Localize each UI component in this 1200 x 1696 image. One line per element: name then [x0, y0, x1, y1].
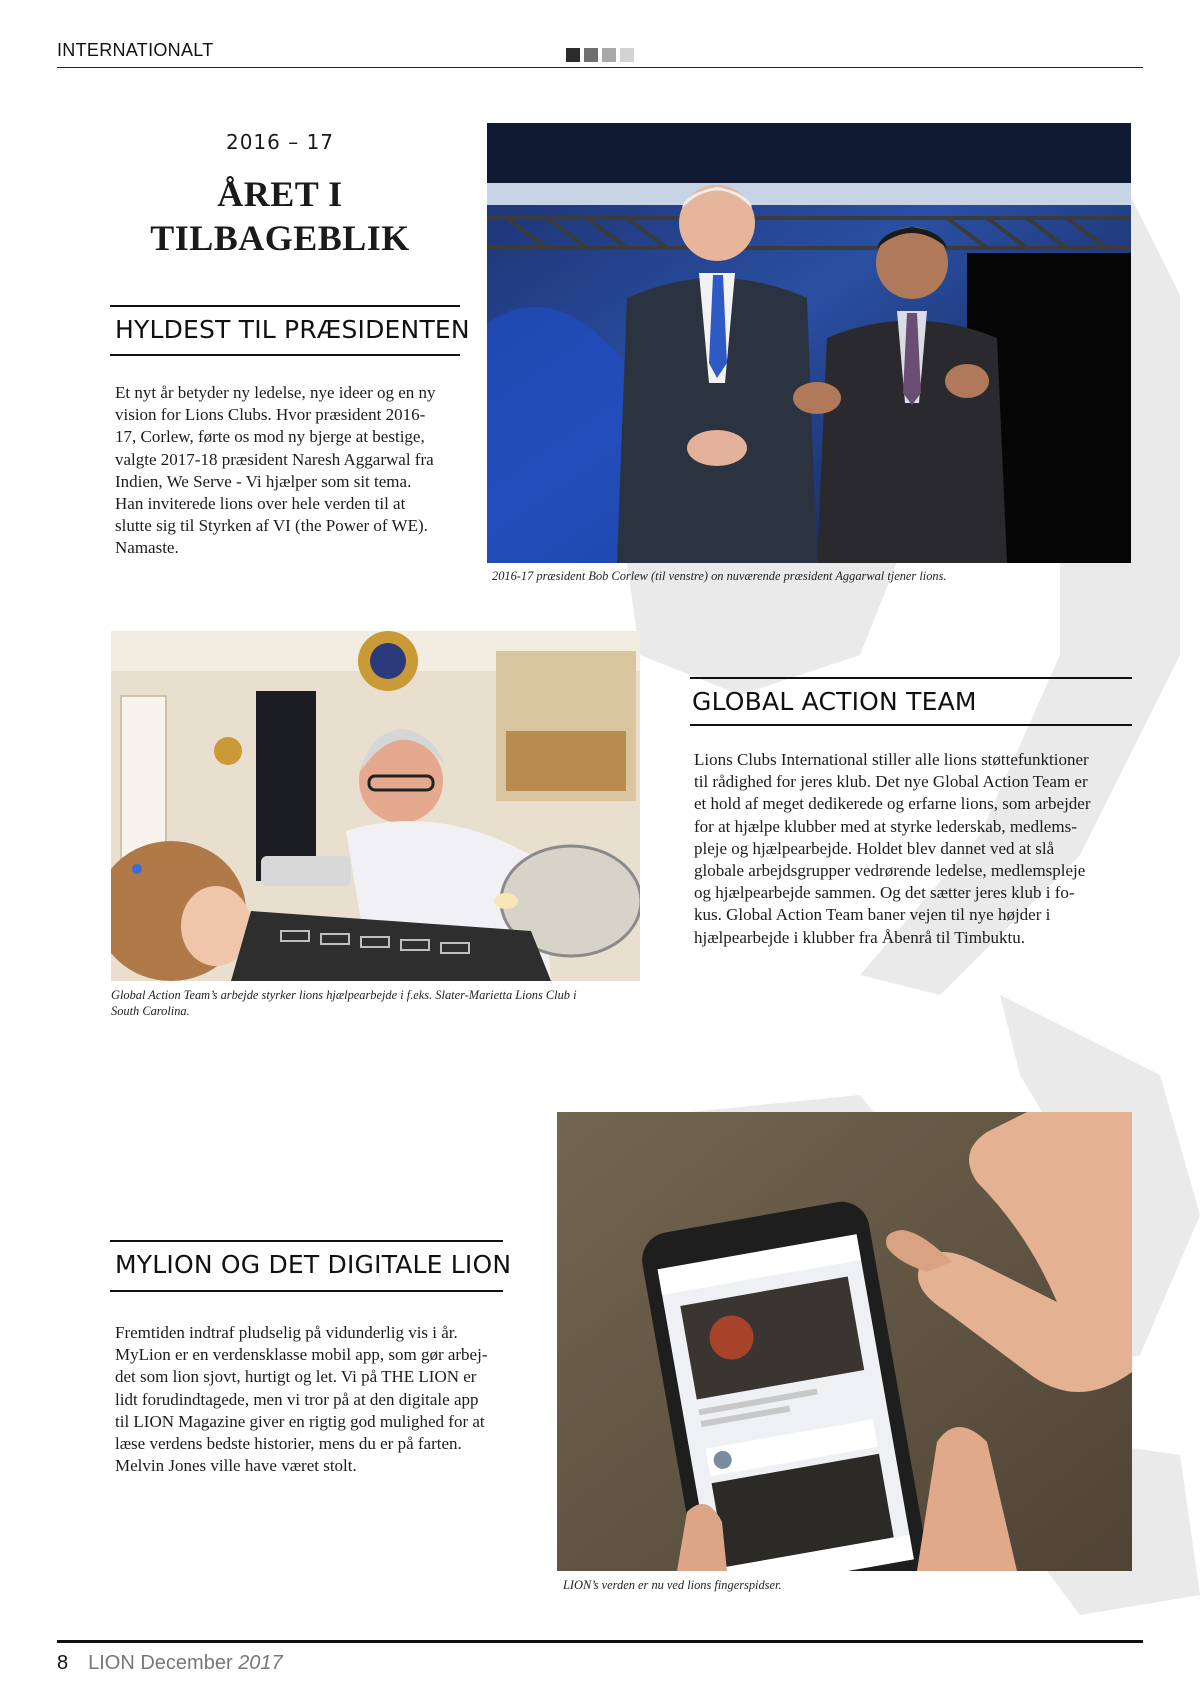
header-square-1 [566, 48, 580, 62]
mylion-heading: MYLION OG DET DIGITALE LION [115, 1250, 512, 1279]
president-heading-rule-top [110, 305, 460, 307]
president-heading: HYLDEST TIL PRÆSIDENTEN [115, 315, 470, 344]
president-heading-rule-bottom [110, 354, 460, 356]
presidents-photo-caption: 2016-17 præsident Bob Corlew (til venstre) on nuværende præsident Aggarwal tjener lions. [492, 569, 947, 583]
presidents-on-stage-photo [487, 123, 1131, 563]
header-square-2 [584, 48, 598, 62]
magazine-issue: LION December [88, 1652, 233, 1674]
global-action-heading-rule-top [690, 677, 1132, 679]
eye-exam-photo-caption: Global Action Team’s arbejde styrker lions hjælpearbejde i f.eks. Slater-Marietta Lions Club i South Carolina. [111, 988, 577, 1018]
president-body-text: Et nyt år betyder ny ledelse, nye ideer og en ny vision for Lions Clubs. Hvor præsident 2016- 17, Corlew, førte os mod ny bjerge at bestige, valgte 2017-18 præsident Naresh Aggarwal fra Indien, We Serve - Vi hjælper som sit tema. Han inviterede lions over hele verden til at slutte sig til Styrken af VI (the Power of WE). Namaste. [115, 383, 436, 558]
mylion-photo-caption: LION’s verden er nu ved lions fingerspidser. [563, 1578, 782, 1592]
mylion-body-text: Fremtiden indtraf pludselig på vidunderlig vis i år. MyLion er en verdensklasse mobil app, som gør arbej- det som lion sjovt, hurtigt og let. Vi på THE LION er lidt forudindtagede, men vi tror på at den digitale app til LION Magazine giver en rigtig god mulighed for at læse verdens bedste historier, mens du er på farten. Melvin Jones ville have været stolt. [115, 1323, 488, 1476]
magazine-year: 2017 [238, 1652, 283, 1674]
mylion-phone-photo [557, 1112, 1132, 1571]
section-label: INTERNATIONALT [57, 40, 214, 60]
header-rule [57, 67, 1143, 68]
global-action-heading-rule-bottom [690, 724, 1132, 726]
page-title-line-1: ÅRET I [217, 174, 343, 214]
global-action-body-text: Lions Clubs International stiller alle lions støttefunktioner til rådighed for jeres klub. Det nye Global Action Team er et hold af meget dedikerede og erfarne lions, som arbejder for at hjælpe klubber med at styrke lederskab, medlems- pleje og hjælpearbejde. Holdet blev dannet ved at slå globale arbejdsgrupper vedrørende ledelse, medlemspleje og hjælpearbejde sammen. Og det sætter jeres klub i fo- kus. Global Action Team baner vejen til nye højder i hjælpearbejde i klubber fra Åbenrå til Timbuktu. [694, 750, 1091, 947]
eye-exam-photo [111, 631, 640, 981]
page-title [110, 172, 450, 260]
year-kicker: 2016 – 17 [225, 130, 335, 154]
mylion-heading-rule-bottom [110, 1290, 503, 1292]
footer-rule [57, 1640, 1143, 1643]
page-title-line-2: TILBAGEBLIK [150, 218, 410, 258]
page-number: 8 [57, 1652, 69, 1674]
global-action-heading: GLOBAL ACTION TEAM [692, 687, 977, 716]
page-footer [57, 1652, 283, 1675]
mylion-heading-rule-top [110, 1240, 503, 1242]
header-square-4 [620, 48, 634, 62]
header-square-3 [602, 48, 616, 62]
header-squares [566, 48, 634, 62]
